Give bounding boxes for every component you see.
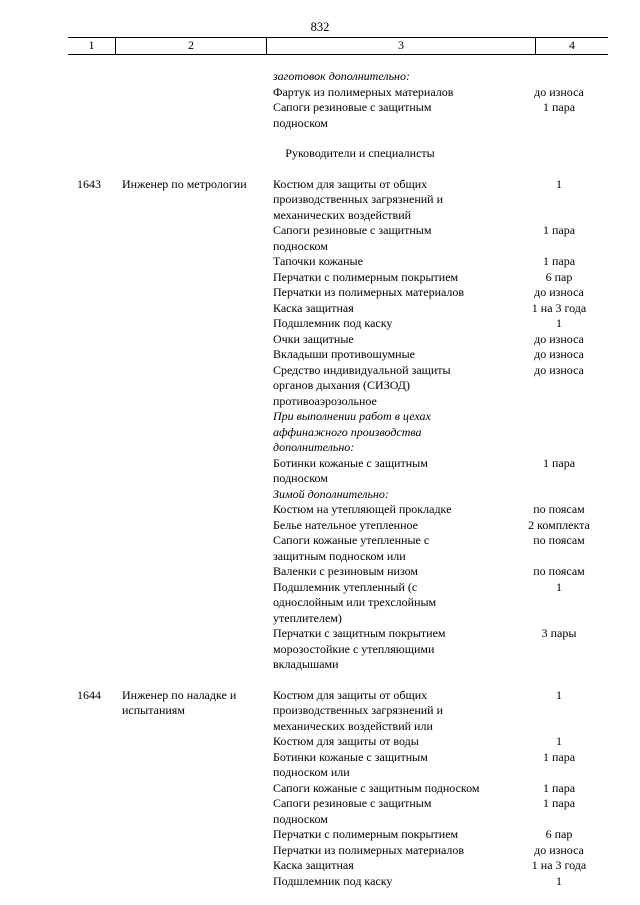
header-col-4: 4 [535,38,608,54]
table-row [0,285,640,301]
table-row [0,580,640,627]
item-name: заготовок дополнительно: [273,69,410,83]
table-row [0,301,640,317]
item-name: Валенки с резиновым низом [273,564,419,578]
table-row [0,626,640,673]
item-name: Очки защитные [273,331,354,346]
item-quantity: 1 на 3 года [531,300,587,315]
table-row [0,409,640,456]
table-body [0,69,640,889]
item-quantity: до износа [534,347,584,361]
item-quantity: 1 пара [542,455,576,470]
item-name: Ботинки кожаные с защитным подноском [273,455,428,485]
item-name: Перчатки с защитным покрытием морозостойкие с утепляющими вкладышами [273,626,446,671]
item-quantity: по поясам [533,502,585,516]
item-quantity: 1 пара [542,796,576,810]
item-quantity: 1 [556,316,562,330]
item-quantity: 1 пара [542,254,576,268]
item-name: Перчатки с полимерным покрытием [273,269,459,284]
item-quantity: 1 [556,734,562,748]
entry-number: 1643 [77,176,101,191]
item-name: Фартук из полимерных материалов [273,84,454,99]
item-quantity: 1 пара [542,780,576,795]
table-row [0,796,640,827]
table-row [0,827,640,843]
table-header [68,37,608,55]
item-name: Сапоги кожаные с защитным подноском [273,780,480,795]
item-quantity: 1 [556,176,562,191]
table-row [0,223,640,254]
item-quantity: до износа [534,842,584,857]
header-col-1: 1 [88,38,95,52]
item-name: Перчатки из полимерных материалов [273,842,465,857]
item-name: Сапоги резиновые с защитным подноском [273,100,432,130]
item-quantity: до износа [534,362,584,377]
table-row [0,270,640,286]
table-row [0,254,640,270]
item-quantity: 6 пар [545,269,573,284]
table-row [0,688,640,735]
item-name: Белье нательное утепленное [273,517,418,532]
item-name: Костюм для защиты от общих производственных загрязнений и механических воздействий или [273,687,444,733]
item-name: Каска защитная [273,858,354,872]
table-row [0,750,640,781]
profession-name: Инженер по метрологии [122,176,247,191]
item-quantity: 1 пара [542,100,576,114]
table-row [0,85,640,101]
table-row [0,781,640,797]
table-row [0,487,640,503]
table-row [0,456,640,487]
item-name: Сапоги резиновые с защитным подноском [273,223,432,253]
item-name: Тапочки кожаные [273,254,363,268]
item-quantity: по поясам [533,564,585,578]
item-quantity: 1 [556,579,562,594]
table-row [0,874,640,890]
table-row [0,502,640,518]
table-row [0,69,640,85]
item-quantity: по поясам [533,533,585,547]
item-quantity: 6 пар [545,827,573,841]
item-name: Подшлемник под каску [273,873,393,888]
table-row [0,347,640,363]
table-row [0,564,640,580]
continuation-block [0,69,640,131]
entry-block [0,177,640,673]
table-row [0,332,640,348]
item-quantity: до износа [534,84,584,99]
item-name: Вкладыши противошумные [273,347,415,361]
section-title: Руководители и специалисты [285,146,435,160]
header-col-2: 2 [115,38,266,54]
item-name: Костюм на утепляющей прокладке [273,502,452,516]
item-name: Средство индивидуальной защиты органов дыхания (СИЗОД) противоаэрозольное [273,362,451,408]
item-quantity: 3 пары [541,626,577,640]
item-name: Ботинки кожаные с защитным подноском или [273,749,428,779]
table-row [0,843,640,859]
item-name: Перчатки из полимерных материалов [273,285,465,299]
table-row [0,316,640,332]
item-name: Зимой дополнительно: [273,486,389,501]
table-row [0,363,640,410]
table-row [0,100,640,131]
item-quantity: 2 комплекта [528,517,590,532]
item-name: Подшлемник под каску [273,316,393,330]
item-name: Перчатки с полимерным покрытием [273,827,459,841]
item-quantity: 1 [556,873,562,888]
page-number: 832 [310,20,330,34]
header-col-3: 3 [266,38,535,54]
item-name: Сапоги кожаные утепленные с защитным подноском или [273,533,430,563]
item-quantity: 1 пара [542,223,576,237]
item-name: Костюм для защиты от воды [273,734,419,748]
entry-spacer [0,673,640,688]
entries-block [0,177,640,890]
item-quantity: 1 пара [542,749,576,764]
entry-number: 1644 [77,687,101,702]
item-quantity: до износа [534,331,584,346]
item-name: Подшлемник утепленный (с однослойным или трехслойным утеплителем) [273,579,437,625]
profession-name: Инженер по наладке и испытаниям [122,687,237,717]
item-quantity: 1 на 3 года [531,858,587,872]
item-quantity: до износа [534,285,584,299]
table-row [0,518,640,534]
item-name: Костюм для защиты от общих производственных загрязнений и механических воздействий [273,176,444,222]
table-row [0,533,640,564]
item-name: При выполнении работ в цехах аффинажного производства дополнительно: [273,409,431,454]
table-row [0,177,640,224]
table-row [0,858,640,874]
item-name: Каска защитная [273,300,354,315]
entry-block [0,688,640,890]
item-name: Сапоги резиновые с защитным подноском [273,796,432,826]
table-row [0,734,640,750]
item-quantity: 1 [556,687,562,702]
